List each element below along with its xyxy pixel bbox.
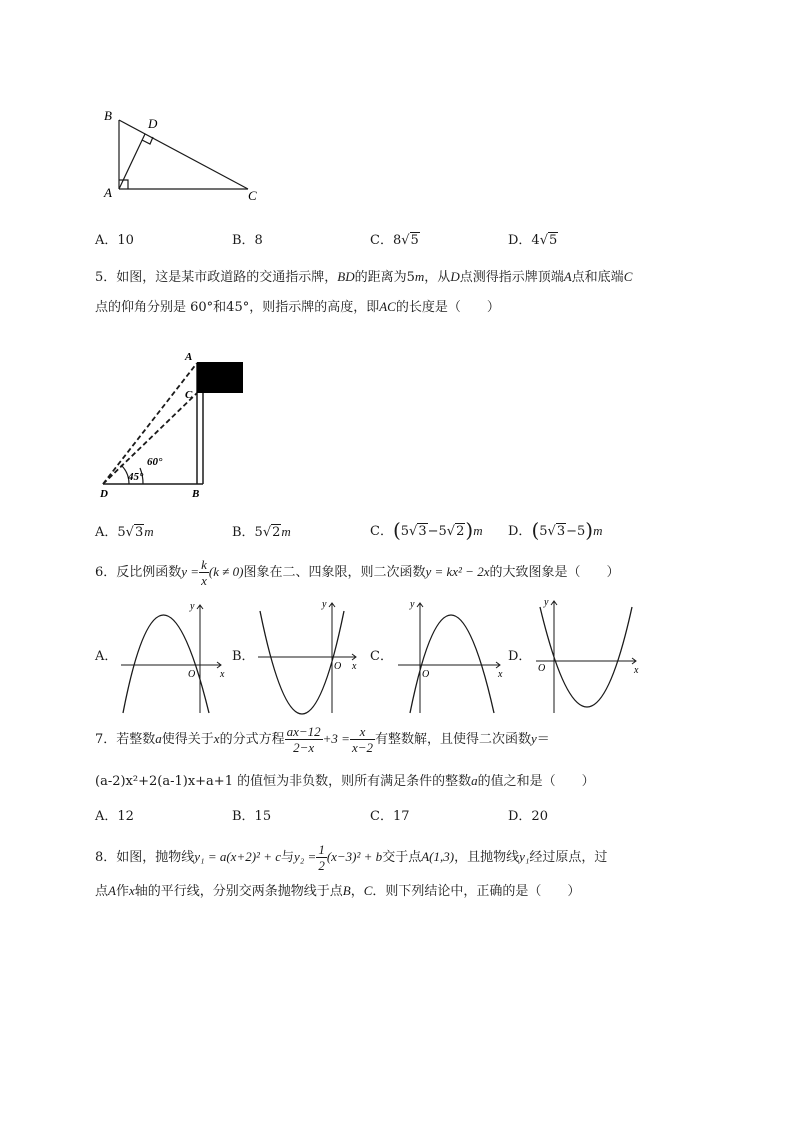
fraction-2: $\frac{x}{x-2}$: [351, 724, 373, 755]
x-axis-label: x: [634, 665, 639, 676]
y-axis-label: y: [190, 601, 195, 612]
graph-option-c[interactable]: [394, 597, 506, 715]
q4-option-b[interactable]: B．8: [232, 233, 263, 248]
paren-close: ): [465, 518, 474, 542]
point-label-c: C: [248, 188, 257, 203]
paren-close: ): [585, 518, 594, 542]
sqrt-sign: √: [539, 233, 548, 248]
q7-option-a[interactable]: A．12: [95, 809, 134, 824]
fraction-1: $\frac{ax-12}{2-x}$: [286, 724, 321, 755]
unit: m: [144, 524, 154, 539]
x-axis-label: x: [352, 661, 357, 672]
radicand: 2: [272, 525, 281, 540]
q7-option-c[interactable]: C．17: [370, 809, 410, 824]
y-axis-label: y: [544, 597, 549, 608]
fraction-half: $\frac{1}{2}$: [318, 842, 325, 873]
unit: m: [593, 523, 603, 538]
radicand: 3: [418, 524, 427, 539]
q6-option-c-label[interactable]: C．: [370, 649, 393, 664]
q6-option-d-label[interactable]: D．: [508, 649, 532, 664]
x-axis-label: x: [220, 669, 225, 680]
x-axis-label: x: [498, 669, 503, 680]
sqrt-sign: √: [547, 524, 556, 539]
q7-option-d[interactable]: D．20: [508, 809, 548, 824]
graph-option-b[interactable]: [254, 597, 366, 715]
q5-option-a[interactable]: [95, 523, 154, 542]
fraction-k-over-x: $\frac{k}{x}$: [201, 557, 207, 588]
sqrt-sign: √: [262, 525, 272, 540]
q8-stem-line1: 8．如图，抛物线y₁ = a(x+2)² + c与y₂ = $\frac{1}{2}$ (x−3)² + b交于点A(1,3)，且抛物线y₁经过原点，过: [95, 842, 608, 873]
point-label-c: C: [185, 389, 193, 401]
sqrt-sign: √: [401, 233, 410, 248]
q4-option-c-coef: C．8: [370, 233, 402, 248]
q4-option-c-radicand: 5: [410, 233, 419, 248]
graph-option-d[interactable]: [532, 597, 644, 715]
sqrt-sign: √: [125, 525, 134, 540]
point-label-a: A: [104, 185, 112, 200]
sign-board: [197, 362, 243, 393]
point-label-a: A: [185, 351, 193, 363]
term: −5: [566, 524, 586, 539]
origin-label: O: [188, 669, 196, 680]
coef: B．5: [232, 525, 263, 540]
unit: m: [281, 524, 291, 539]
q4-option-a[interactable]: A．10: [95, 233, 134, 248]
q5-stem-line2: 点的仰角分别是 60°和45°，则指示牌的高度，即AC的长度是（ ）: [95, 299, 500, 315]
y-axis-label: y: [410, 599, 415, 610]
q4-option-d[interactable]: [508, 232, 558, 250]
paren-open: (: [531, 518, 540, 542]
origin-label: O: [422, 669, 430, 680]
sqrt-sign: √: [409, 524, 418, 539]
q4-option-d-coef: D．4: [508, 233, 540, 248]
radicand: 3: [134, 525, 144, 540]
q7-option-b[interactable]: B．15: [232, 809, 272, 824]
q5-option-b[interactable]: [232, 523, 291, 542]
origin-label: O: [538, 663, 546, 674]
sqrt-sign: √: [446, 524, 456, 539]
q4-option-d-radicand: 5: [549, 233, 558, 248]
triangle-figure-q4: [95, 105, 275, 205]
point-label-d: D: [148, 116, 158, 131]
point-label-b: B: [104, 108, 112, 123]
point-label-b: B: [192, 488, 200, 500]
term: −5: [427, 524, 447, 539]
prefix: C．: [370, 524, 393, 539]
sign-figure-q5: [95, 345, 255, 505]
point-label-d: D: [100, 488, 108, 500]
q6-option-a-label[interactable]: A．: [95, 649, 118, 664]
y-axis-label: y: [322, 599, 327, 610]
q7-stem-line2: (a-2)x²+2(a-1)x+a+1 的值恒为非负数，则所有满足条件的整数a的值之和是（ ）: [95, 773, 595, 789]
radicand: 2: [456, 524, 465, 539]
prefix: D．: [508, 524, 532, 539]
q4-option-c[interactable]: [370, 232, 420, 250]
paren-open: (: [392, 518, 401, 542]
q5-option-c[interactable]: [370, 518, 483, 542]
angle-60-label: 60°: [147, 456, 163, 468]
q8-stem-line2: 点A作x轴的平行线，分别交两条抛物线于点B，C．则下列结论中，正确的是（ ）: [95, 883, 581, 899]
q7-stem-line1: 7．若整数a使得关于x的分式方程 $\frac{ax-12}{2-x}$ +3 = $\frac{x}{x-2}$ 有整数解，且使得二次函数y＝: [95, 724, 550, 755]
q5-option-d[interactable]: [508, 518, 603, 542]
term: 5: [400, 524, 410, 539]
q6-stem: 6．反比例函数y = $\frac{k}{x}$ (k ≠ 0)图象在二、四象限，则二次函数y = kx² − 2x的大致图象是（ ）: [95, 557, 620, 588]
coef: A．5: [95, 525, 126, 540]
angle-45-label: 45°: [128, 471, 144, 483]
origin-label: O: [334, 661, 342, 672]
term: 5: [539, 524, 548, 539]
q5-stem-line1: 5．如图，这是某市政道路的交通指示牌，BD的距离为5m，从D点测得指示牌顶端A点和底端C: [95, 269, 633, 285]
radicand: 3: [556, 524, 566, 539]
q6-option-b-label[interactable]: B．: [232, 649, 255, 664]
unit: m: [473, 523, 483, 538]
graph-option-a[interactable]: [117, 597, 229, 715]
